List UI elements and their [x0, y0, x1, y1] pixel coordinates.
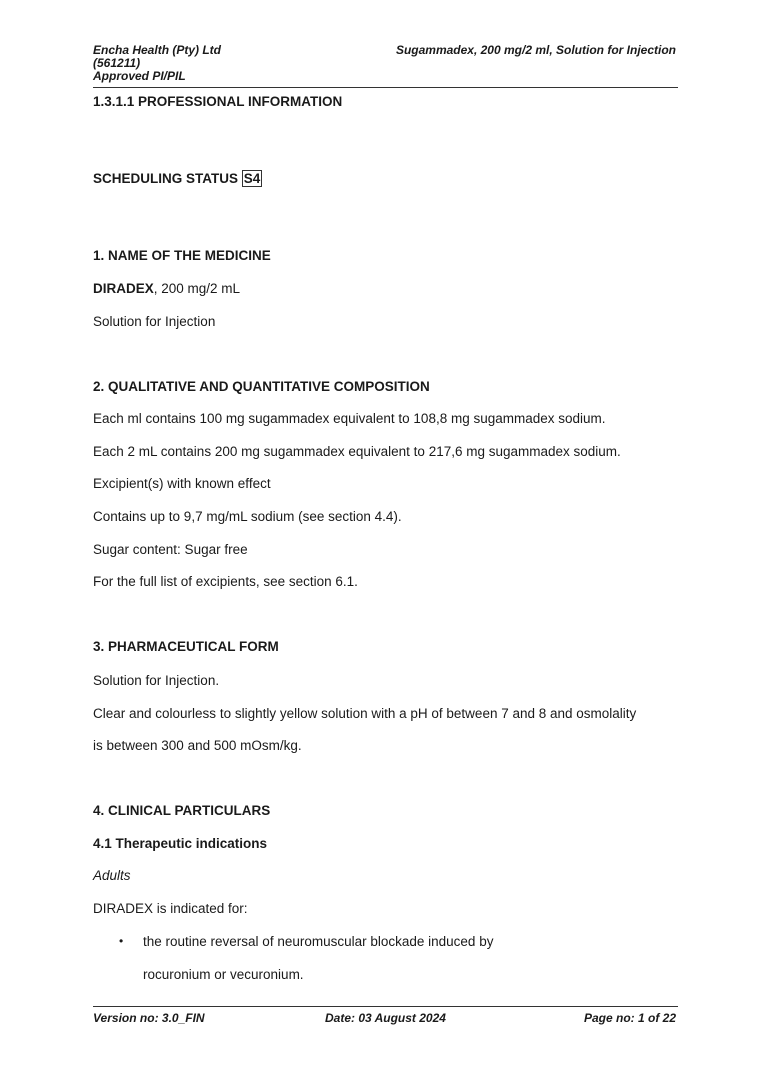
footer-date: Date: 03 August 2024 [325, 1011, 446, 1025]
section-1-heading: 1. NAME OF THE MEDICINE [93, 248, 271, 263]
scheduling-label: SCHEDULING STATUS [93, 171, 238, 186]
form-line: Solution for Injection. [93, 673, 220, 688]
indication-bullet-line: the routine reversal of neuromuscular blockade induced by [143, 934, 494, 949]
section-2-heading: 2. QUALITATIVE AND QUANTITATIVE COMPOSITION [93, 379, 430, 394]
section-4-heading: 4. CLINICAL PARTICULARS [93, 803, 271, 818]
header-left [93, 44, 221, 83]
population-label: Adults [93, 868, 131, 883]
form-line: Clear and colourless to slightly yellow solution with a pH of between 7 and 8 and osmolality [93, 706, 637, 721]
brand-name: DIRADEX [93, 281, 154, 296]
composition-line: Sugar content: Sugar free [93, 542, 248, 557]
composition-line: Excipient(s) with known effect [93, 476, 271, 491]
scheduling-badge: S4 [243, 171, 261, 186]
document-title: 1.3.1.1 PROFESSIONAL INFORMATION [93, 94, 343, 109]
medicine-name [93, 281, 240, 296]
form-line: is between 300 and 500 mOsm/kg. [93, 738, 302, 753]
company-name: Encha Health (Pty) Ltd [93, 43, 222, 57]
footer-version: Version no: 3.0_FIN [93, 1011, 205, 1025]
approval-status: Approved PI/PIL [93, 69, 186, 83]
section-4-1-heading: 4.1 Therapeutic indications [93, 836, 268, 851]
composition-line: For the full list of excipients, see section 6.1. [93, 574, 358, 589]
bullet-dot-icon: • [119, 934, 124, 948]
strength: , 200 mg/2 mL [153, 281, 241, 296]
composition-line: Each 2 mL contains 200 mg sugammadex equivalent to 217,6 mg sugammadex sodium. [93, 444, 621, 459]
composition-line: Contains up to 9,7 mg/mL sodium (see section 4.4). [93, 509, 402, 524]
dosage-form: Solution for Injection [93, 314, 216, 329]
registration-number: (561211) [93, 56, 141, 70]
footer-divider [93, 1006, 678, 1007]
footer-page-number: Page no: 1 of 22 [583, 1011, 676, 1025]
product-title: Sugammadex, 200 mg/2 ml, Solution for Injection [395, 43, 676, 57]
composition-line: Each ml contains 100 mg sugammadex equivalent to 108,8 mg sugammadex sodium. [93, 411, 606, 426]
scheduling-status [93, 170, 262, 187]
indication-intro: DIRADEX is indicated for: [93, 901, 248, 916]
indication-bullet-line: rocuronium or vecuronium. [143, 967, 304, 982]
section-3-heading: 3. PHARMACEUTICAL FORM [93, 639, 279, 654]
header-divider [93, 87, 678, 88]
